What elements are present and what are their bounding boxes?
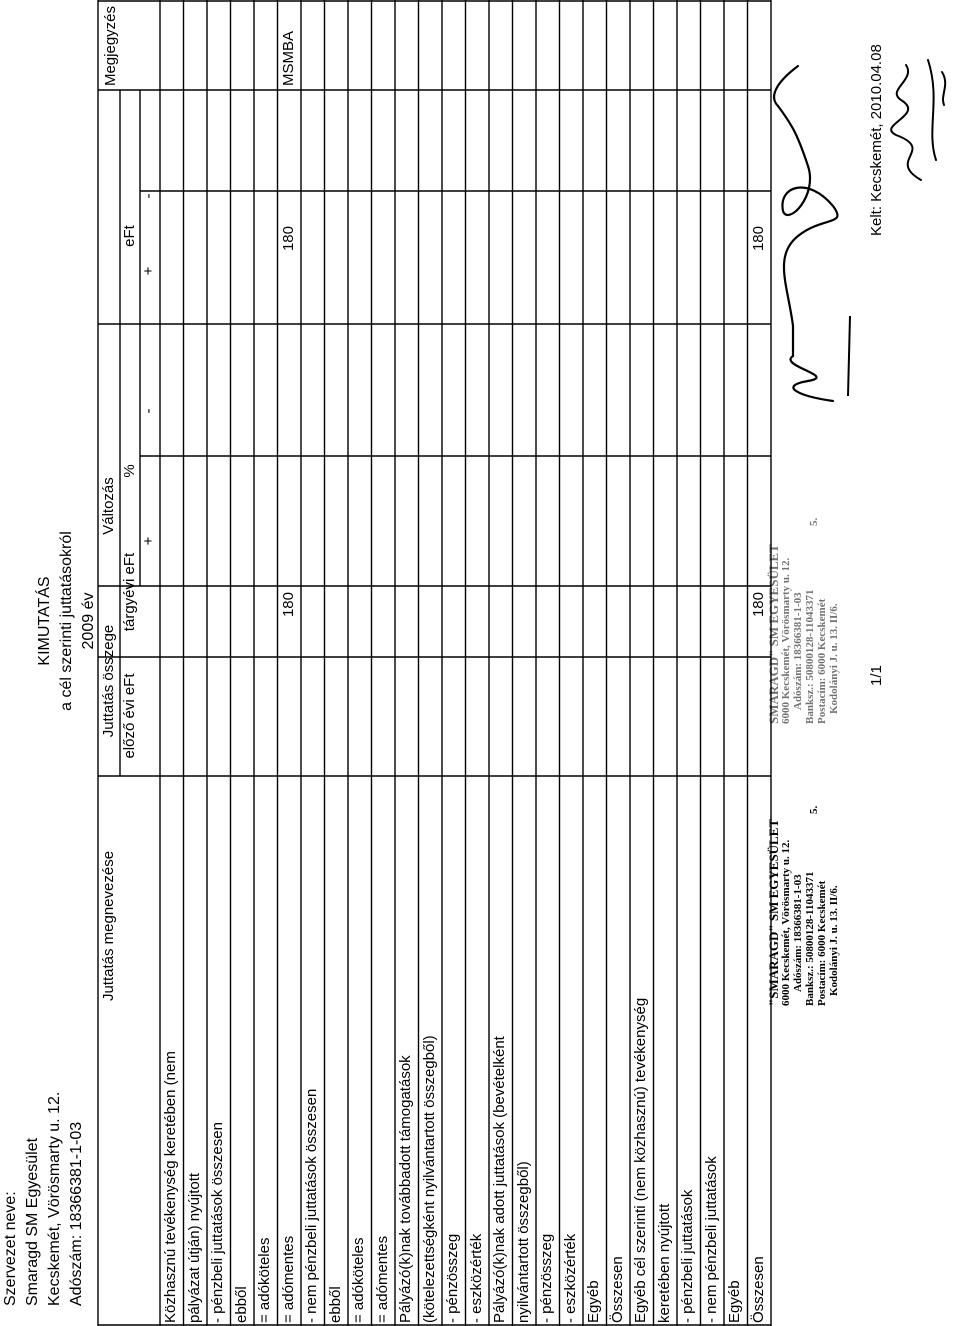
stamp-number: 5. [808, 805, 820, 814]
handwritten-signature [738, 46, 878, 426]
row-label: - eszközérték [467, 1233, 485, 1323]
row-label: Egyéb cél szerinti (nem közhasznú) tevékenység [632, 997, 649, 1323]
eft-minus-sign: - [140, 193, 157, 199]
col-header-name: Juttatás megnevezése [100, 850, 117, 1002]
row-label: keretében nyújtott [655, 1203, 673, 1323]
pct-minus-sign: - [140, 408, 157, 414]
stamp-line: "SMARAGD" SM EGYESÜLET [766, 818, 781, 1006]
row-label: ebből [326, 1286, 344, 1323]
row-label: Egyéb [726, 1280, 743, 1323]
col-header-prev: előző évi eFt [121, 673, 138, 759]
row-label: Közhasznú tevékenység keretében (nem [162, 1051, 179, 1323]
stamp-line: 6000 Kecskemét, Vörösmarty u. 12. [780, 557, 792, 724]
stamp-line: 6000 Kecskemét, Vörösmarty u. 12. [780, 839, 792, 1006]
stamp-line: Kodolányi J. u. 13. II/6. [828, 885, 840, 996]
pct-plus-sign: + [140, 536, 157, 546]
row-label: - pénzösszeg [538, 1233, 555, 1323]
doc-year: 2009 év [80, 592, 97, 650]
row-current-year-value: 180 [749, 592, 767, 618]
col-header-eft: eFt [121, 225, 138, 247]
stamp-line: Adószám: 18366381-1-03 [792, 874, 804, 992]
col-header-amount: Juttatás összege [100, 624, 117, 738]
row-label: Összesen [608, 1256, 626, 1323]
row-label: pályázat útján) nyújtott [185, 1172, 203, 1323]
col-header-change: Változás [100, 477, 117, 535]
stamp-line: Postacím: 6000 Kecskemét [816, 598, 828, 724]
stamp-line: Banksz.: 50800128-11043371 [804, 871, 816, 1006]
row-label: = adóköteles [256, 1237, 273, 1323]
row-label: - nem pénzbeli juttatások [702, 1156, 720, 1323]
org-address: Kecskemét, Vörösmarty u. 12. [46, 1091, 63, 1306]
row-label: - nem pénzbeli juttatások összesen [303, 1088, 320, 1323]
stamp-number-faded: 5. [808, 517, 820, 526]
col-header-pct: % [121, 464, 138, 478]
organization-stamp-faded [768, 544, 840, 724]
row-label: = adómentes [279, 1235, 297, 1323]
row-label: (kötelezettségként nyilvántartott összegből) [420, 1035, 438, 1323]
row-label: Pályázó(k)nak továbbadott támogatások [397, 1055, 414, 1323]
row-label: - pénzbeli juttatások összesen [209, 1122, 226, 1323]
stamp-line: Banksz.: 50800128-11043371 [804, 589, 816, 724]
stamp-line: SMARAGD" SM EGYESÜLET [766, 544, 781, 724]
col-header-curr: tárgyévi eFt [121, 552, 138, 632]
eft-plus-sign: + [140, 266, 157, 276]
col-header-note: Megjegyzés [102, 5, 119, 87]
row-label: Egyéb [585, 1280, 602, 1323]
row-note: MSMBA [279, 30, 297, 86]
row-label: - pénzbeli juttatások [679, 1189, 696, 1323]
row-label: = adómentes [373, 1235, 391, 1323]
stamp-line: Kodolányi J. u. 13. II/6. [828, 603, 840, 714]
stamp-line: Adószám: 18366381-1-03 [792, 592, 804, 710]
row-label: Összesen [749, 1256, 767, 1323]
row-label: nyilvántartott összegből) [514, 1161, 532, 1323]
page-number: 1/1 [868, 665, 885, 686]
issue-date: Kelt: Kecskemét, 2010.04.08 [868, 44, 885, 236]
row-label: = adóköteles [350, 1237, 367, 1323]
org-name: Smaragd SM Egyesület [24, 1137, 41, 1306]
org-label: Szervezet neve: [2, 1191, 19, 1306]
row-change-eft-plus: 180 [749, 226, 767, 252]
row-label: - eszközérték [561, 1233, 579, 1323]
doc-subtitle: a cél szerinti juttatásokról [58, 531, 75, 711]
organization-stamp [768, 819, 840, 1006]
row-current-year-value: 180 [279, 592, 297, 618]
stamp-line: Postacím: 6000 Kecskemét [816, 880, 828, 1006]
row-label: - pénzösszeg [444, 1233, 461, 1323]
row-label: Pályázó(k)nak adott juttatások (bevételként [491, 1036, 508, 1323]
row-label: ebből [232, 1286, 250, 1323]
org-tax-number: Adószám: 18366381-1-03 [68, 1121, 85, 1306]
doc-title: KIMUTATÁS [36, 576, 53, 666]
row-change-eft-plus: 180 [279, 226, 297, 252]
